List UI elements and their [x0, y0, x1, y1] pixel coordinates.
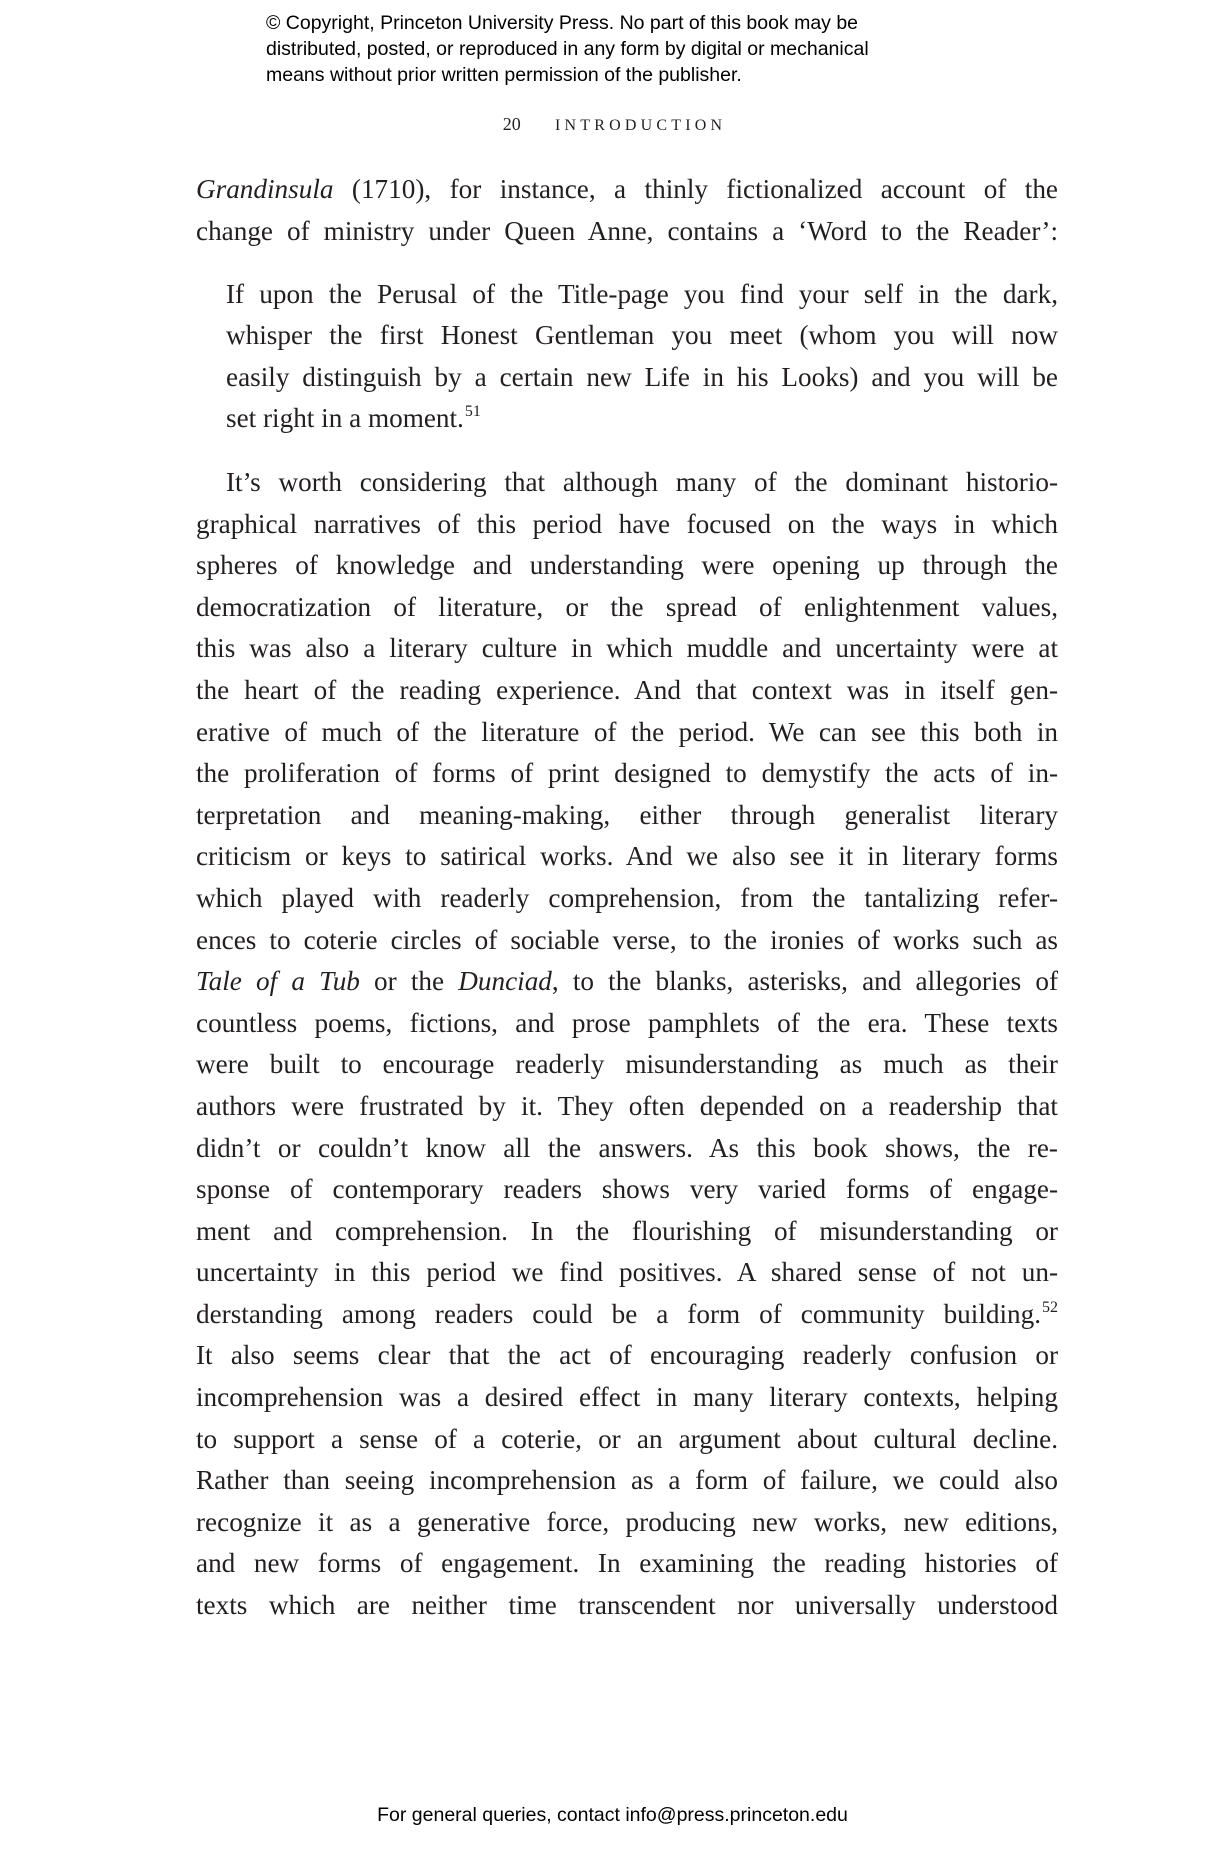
para-line: uncertainty in this period we find positives. A shared sense of not un-: [196, 1257, 1058, 1288]
para-line: graphical narratives of this period have focused on the ways in which: [196, 508, 1058, 539]
para-line: this was also a literary culture in which muddle and uncertainty were at: [196, 633, 1058, 664]
quote-line: If upon the Perusal of the Title-page you find your self in the dark,: [226, 279, 1058, 309]
para-line: authors were frustrated by it. They often depended on a readership that: [196, 1090, 1058, 1121]
para-line: ment and comprehension. In the flourishing of misunderstanding or: [196, 1215, 1058, 1246]
contact-footer: For general queries, contact info@press.princeton.edu: [377, 1804, 848, 1826]
para-line: [196, 1294, 1058, 1336]
running-head: [0, 114, 1225, 135]
para-line: countless poems, fictions, and prose pamphlets of the era. These texts: [196, 1007, 1058, 1038]
para-line: were built to encourage readerly misunderstanding as much as their: [196, 1049, 1058, 1080]
para-line: the heart of the reading experience. And that context was in itself gen-: [196, 674, 1058, 705]
para-line: texts which are neither time transcendent nor universally understood: [196, 1590, 1058, 1621]
para-line: recognize it as a generative force, producing new works, new editions,: [196, 1506, 1058, 1537]
para-line: ences to coterie circles of sociable verse, to the ironies of works such as: [196, 924, 1058, 955]
para-line: criticism or keys to satirical works. And we also see it in literary forms: [196, 841, 1058, 872]
para-line: to support a sense of a coterie, or an argument about cultural decline.: [196, 1423, 1058, 1454]
copyright-notice: [266, 10, 966, 88]
para-line: the proliferation of forms of print designed to demystify the acts of in-: [196, 758, 1058, 789]
section-title: INTRODUCTION: [554, 117, 727, 134]
book-title: Tale of a Tub: [196, 966, 360, 997]
intro-text: [196, 169, 1058, 252]
quote-line: easily distinguish by a certain new Life in his Looks) and you will be: [226, 361, 1058, 392]
text-span: (1710), for instance, a thinly fictionalized account of the: [333, 174, 1058, 204]
book-title: Grandinsula: [196, 174, 334, 204]
para-line: didn’t or couldn’t know all the answers. As this book shows, the re-: [196, 1132, 1058, 1163]
para-line: terpretation and meaning-making, either through generalist literary: [196, 799, 1058, 830]
para-line: It also seems clear that the act of encouraging readerly confusion or: [196, 1340, 1058, 1371]
copyright-line: © Copyright, Princeton University Press. No part of this book may be: [266, 12, 859, 34]
para-line: democratization of literature, or the spread of enlightenment values,: [196, 591, 1058, 622]
text-line: change of ministry under Queen Anne, contains a ‘Word to the Reader’:: [196, 215, 1058, 246]
copyright-line: means without prior written permission of the publisher.: [266, 64, 742, 86]
para-line: sponse of contemporary readers shows very varied forms of engage-: [196, 1174, 1058, 1205]
para-line: [196, 961, 1058, 1003]
book-title: Dunciad: [458, 966, 552, 997]
body-paragraph: [196, 462, 1058, 1627]
para-line: erative of much of the literature of the period. We can see this both in: [196, 716, 1058, 747]
para-line: Rather than seeing incomprehension as a form of failure, we could also: [196, 1465, 1058, 1496]
para-line: incomprehension was a desired effect in many literary contexts, helping: [196, 1382, 1058, 1413]
text-span: , to the blanks, asterisks, and allegories of: [551, 966, 1058, 997]
para-line: and new forms of engagement. In examining the reading histories of: [196, 1548, 1058, 1579]
page-number: 20: [502, 114, 521, 134]
para-line: which played with readerly comprehension, from the tantalizing refer-: [196, 882, 1058, 913]
footnote-ref-52[interactable]: 52: [1042, 1298, 1058, 1316]
quote-line: [226, 398, 1058, 439]
footnote-ref-51[interactable]: 51: [464, 402, 481, 420]
text-span: set right in a moment.: [226, 402, 464, 433]
quote-line: whisper the first Honest Gentleman you meet (whom you will now: [226, 320, 1058, 351]
para-line: It’s worth considering that although many of the dominant historio-: [226, 467, 1058, 497]
block-quote: [226, 274, 1058, 439]
text-line: [196, 169, 1058, 211]
text-span: or the: [359, 966, 459, 997]
copyright-line: distributed, posted, or reproduced in any form by digital or mechanical: [266, 38, 869, 60]
text-span: derstanding among readers could be a form of community building.: [196, 1298, 1041, 1329]
para-line: spheres of knowledge and understanding were opening up through the: [196, 550, 1058, 581]
